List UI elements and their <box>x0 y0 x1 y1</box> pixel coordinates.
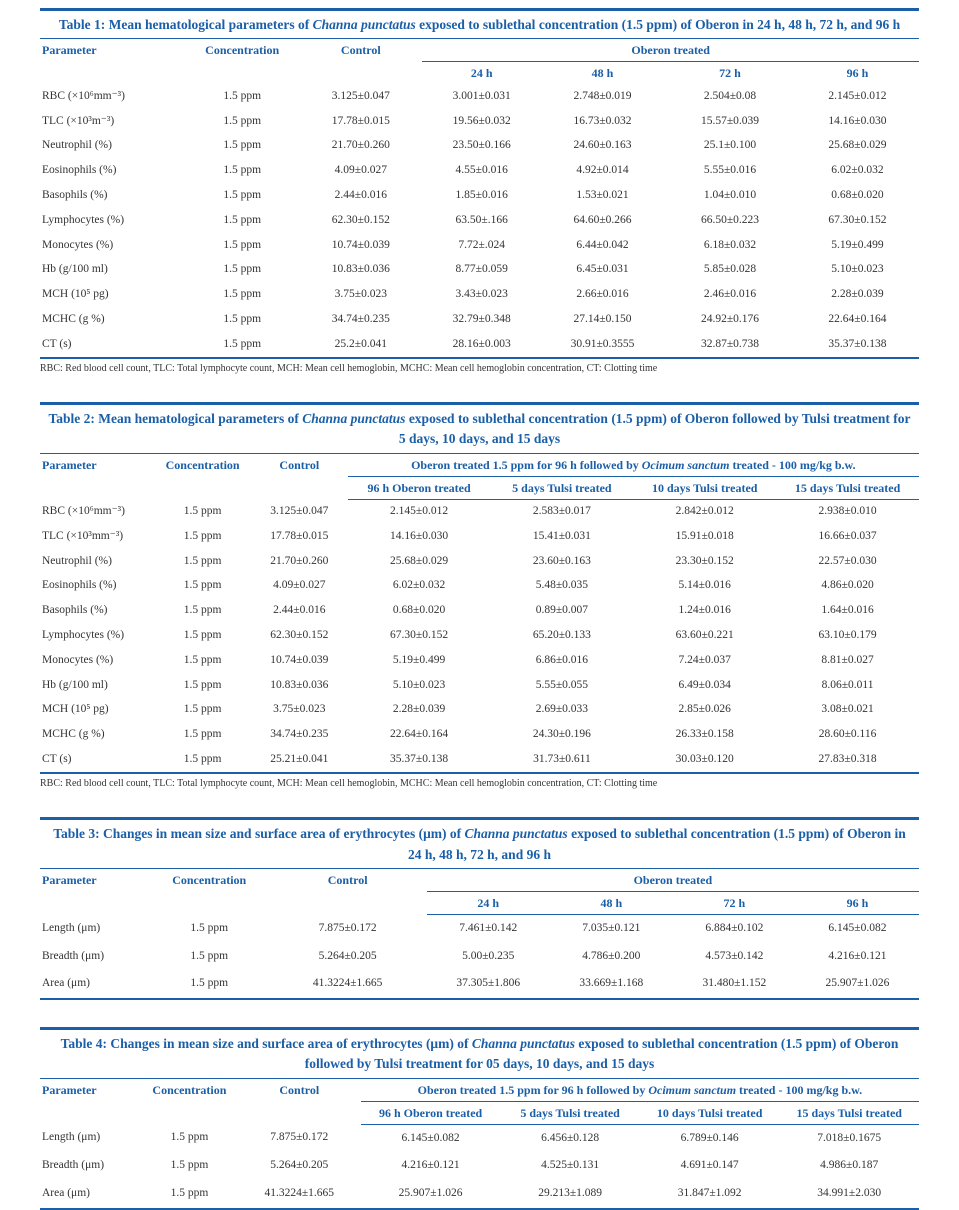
concentration-cell: 1.5 ppm <box>223 114 262 127</box>
col-header-control: Control <box>279 1082 320 1097</box>
value-cell: 30.91±0.3555 <box>541 332 664 358</box>
table-row <box>40 208 919 233</box>
col-header-control: Control <box>340 43 381 58</box>
value-cell: 4.986±0.187 <box>820 1159 879 1172</box>
value-cell: 33.669±1.168 <box>550 970 673 999</box>
parameter-cell: Neutrophil (%) <box>42 139 112 152</box>
value-cell: 0.89±0.007 <box>535 604 589 617</box>
value-cell: 23.30±0.152 <box>675 554 734 567</box>
col-header-concentration: Concentration <box>172 872 247 887</box>
parameter-cell: Length (μm) <box>42 921 101 934</box>
value-cell: 6.145±0.082 <box>401 1131 460 1144</box>
col-header-concentration: Concentration <box>165 457 240 472</box>
parameter-cell: Neutrophil (%) <box>42 554 112 567</box>
control-cell: 4.09±0.027 <box>334 164 387 177</box>
value-cell: 6.45±0.031 <box>576 263 629 276</box>
control-cell: 5.264±0.205 <box>318 949 377 962</box>
concentration-cell: 1.5 ppm <box>170 1131 209 1144</box>
value-cell: 6.44±0.042 <box>576 238 629 251</box>
value-cell: 2.69±0.033 <box>535 703 589 716</box>
sub-header-15d-tulsi: 15 days Tulsi treated <box>776 476 919 499</box>
control-cell: 21.70±0.260 <box>270 554 329 567</box>
table-3-block <box>40 817 919 1000</box>
control-cell: 41.3224±1.665 <box>269 970 427 999</box>
table-row <box>40 1124 919 1152</box>
value-cell: 25.68±0.029 <box>828 139 887 152</box>
table-row <box>40 599 919 624</box>
value-cell: 5.14±0.016 <box>678 579 731 592</box>
concentration-cell: 1.5 ppm <box>190 949 229 962</box>
control-cell: 10.83±0.036 <box>270 678 329 691</box>
table-4-block <box>40 1027 919 1210</box>
table-1-title: Table 1: Mean hematological parameters of Channa punctatus exposed to sublethal concentration (1.5 ppm) of Oberon in 24 h, 48 h, 72 h, and 96 h <box>40 11 919 39</box>
control-cell: 17.78±0.015 <box>331 114 390 127</box>
value-cell: 4.573±0.142 <box>705 949 764 962</box>
parameter-cell: Basophils (%) <box>42 604 108 617</box>
value-cell: 32.87±0.738 <box>664 332 796 358</box>
concentration-cell: 1.5 ppm <box>183 703 222 716</box>
value-cell: 23.60±0.163 <box>532 554 591 567</box>
table-row <box>40 84 919 109</box>
control-cell: 34.74±0.235 <box>331 312 390 325</box>
table-1-footnote: RBC: Red blood cell count, TLC: Total lymphocyte count, MCH: Mean cell hemoglobin, MCHC: Mean cell hemoglobin concentration, CT: Clotting time <box>40 363 658 375</box>
value-cell: 6.02±0.032 <box>392 579 446 592</box>
control-cell: 21.70±0.260 <box>331 139 390 152</box>
group-header-oberon-treated: Oberon treated <box>427 869 919 892</box>
parameter-cell: RBC (×10⁶mm⁻³) <box>42 89 125 102</box>
value-cell: 7.018±0.1675 <box>817 1131 882 1144</box>
control-cell: 5.264±0.205 <box>270 1159 329 1172</box>
value-cell: 0.68±0.020 <box>392 604 446 617</box>
value-cell: 15.91±0.018 <box>675 529 734 542</box>
value-cell: 6.49±0.034 <box>678 678 731 691</box>
parameter-cell: Eosinophils (%) <box>42 164 117 177</box>
table-row <box>40 283 919 308</box>
parameter-cell: MCH (10⁵ pg) <box>42 703 109 716</box>
col-header-concentration: Concentration <box>152 1082 227 1097</box>
sub-header-24h: 24 h <box>470 66 493 81</box>
value-cell: 2.504±0.08 <box>703 89 757 102</box>
value-cell: 3.001±0.031 <box>452 89 511 102</box>
concentration-cell: 1.5 ppm <box>141 1180 238 1209</box>
parameter-cell: RBC (×10⁶mm⁻³) <box>42 504 125 517</box>
value-cell: 6.18±0.032 <box>703 238 757 251</box>
table-2-title: Table 2: Mean hematological parameters of Channa punctatus exposed to sublethal concentration (1.5 ppm) of Oberon followed by Tulsi treatment for 5 days, 10 days, and 15 days <box>40 405 919 454</box>
table-row <box>40 574 919 599</box>
sub-header-15d-tulsi: 15 days Tulsi treated <box>779 1101 919 1124</box>
value-cell: 67.30±0.152 <box>390 629 449 641</box>
parameter-cell: CT (s) <box>40 332 185 358</box>
sub-header-10d-tulsi: 10 days Tulsi treated <box>633 476 776 499</box>
value-cell: 26.33±0.158 <box>675 728 734 741</box>
value-cell: 6.456±0.128 <box>541 1131 600 1144</box>
parameter-cell: MCHC (g %) <box>42 728 105 741</box>
concentration-cell: 1.5 ppm <box>223 188 262 201</box>
table-row <box>40 723 919 748</box>
value-cell: 25.68±0.029 <box>390 554 449 567</box>
parameter-cell: MCH (10⁵ pg) <box>42 288 109 301</box>
concentration-cell: 1.5 ppm <box>183 554 222 567</box>
control-cell: 10.83±0.036 <box>331 263 390 276</box>
value-cell: 15.41±0.031 <box>532 529 591 542</box>
value-cell: 24.92±0.176 <box>700 312 759 325</box>
value-cell: 35.37±0.138 <box>796 332 919 358</box>
concentration-cell: 1.5 ppm <box>223 89 262 102</box>
value-cell: 14.16±0.030 <box>390 529 449 542</box>
value-cell: 4.86±0.020 <box>821 579 874 592</box>
value-cell: 32.79±0.348 <box>452 312 511 325</box>
control-cell: 7.875±0.172 <box>318 921 377 934</box>
value-cell: 5.19±0.499 <box>831 238 884 251</box>
table-row <box>40 183 919 208</box>
value-cell: 2.46±0.016 <box>703 288 757 301</box>
value-cell: 6.789±0.146 <box>680 1131 739 1144</box>
value-cell: 27.83±0.318 <box>776 747 919 773</box>
parameter-cell: CT (s) <box>40 747 154 773</box>
value-cell: 7.72±.024 <box>458 238 505 251</box>
table-row <box>40 134 919 159</box>
parameter-cell: Lymphocytes (%) <box>42 213 125 226</box>
parameter-cell: MCHC (g %) <box>42 312 105 325</box>
col-header-concentration: Concentration <box>205 43 280 58</box>
control-cell: 10.74±0.039 <box>270 653 329 666</box>
control-cell: 4.09±0.027 <box>273 579 326 592</box>
value-cell: 27.14±0.150 <box>573 312 632 325</box>
value-cell: 3.08±0.021 <box>821 703 874 716</box>
value-cell: 63.10±0.179 <box>818 629 877 641</box>
table-2-footnote: RBC: Red blood cell count, TLC: Total lymphocyte count, MCH: Mean cell hemoglobin, MCHC: Mean cell hemoglobin concentration, CT: Clotting time <box>40 778 658 790</box>
parameter-cell: Hb (g/100 ml) <box>42 263 108 276</box>
table-row <box>40 943 919 971</box>
parameter-cell: Area (μm) <box>40 970 150 999</box>
control-cell: 25.21±0.041 <box>251 747 348 773</box>
value-cell: 2.842±0.012 <box>675 505 734 518</box>
value-cell: 2.145±0.012 <box>828 89 887 102</box>
value-cell: 2.145±0.012 <box>390 505 449 518</box>
value-cell: 35.37±0.138 <box>348 747 491 773</box>
concentration-cell: 1.5 ppm <box>183 728 222 741</box>
value-cell: 1.24±0.016 <box>678 604 731 617</box>
group-header-oberon-treated: Oberon treated <box>422 39 919 62</box>
table-row <box>40 673 919 698</box>
value-cell: 5.10±0.023 <box>392 678 446 691</box>
table-row <box>40 524 919 549</box>
table-row <box>40 258 919 283</box>
control-cell: 2.44±0.016 <box>273 604 326 617</box>
col-header-control: Control <box>279 457 320 472</box>
sub-header-48h: 48 h <box>550 891 673 914</box>
table-row <box>40 1152 919 1180</box>
value-cell: 2.748±0.019 <box>573 89 632 102</box>
value-cell: 4.216±0.121 <box>401 1159 460 1172</box>
table-row <box>40 233 919 258</box>
value-cell: 2.85±0.026 <box>678 703 731 716</box>
sub-header-5d-tulsi: 5 days Tulsi treated <box>500 1101 640 1124</box>
value-cell: 5.55±0.016 <box>703 164 757 177</box>
concentration-cell: 1.5 ppm <box>185 332 299 358</box>
value-cell: 63.50±.166 <box>455 213 508 226</box>
value-cell: 23.50±0.166 <box>452 139 511 152</box>
table-4 <box>40 1079 919 1210</box>
table-row <box>40 970 919 999</box>
control-cell: 34.74±0.235 <box>270 728 329 741</box>
value-cell: 4.525±0.131 <box>541 1159 600 1172</box>
value-cell: 65.20±0.133 <box>532 629 591 641</box>
table-2-block <box>40 402 919 790</box>
value-cell: 1.85±0.016 <box>455 188 508 201</box>
table-row <box>40 914 919 942</box>
parameter-cell: Length (μm) <box>42 1131 101 1144</box>
value-cell: 24.60±0.163 <box>573 139 632 152</box>
value-cell: 31.480±1.152 <box>673 970 796 999</box>
control-cell: 41.3224±1.665 <box>238 1180 361 1209</box>
table-1 <box>40 39 919 359</box>
value-cell: 19.56±0.032 <box>452 114 511 127</box>
sub-header-96h: 96 h <box>796 891 919 914</box>
value-cell: 5.19±0.499 <box>392 653 446 666</box>
value-cell: 64.60±0.266 <box>573 213 632 226</box>
value-cell: 3.43±0.023 <box>455 288 508 301</box>
value-cell: 1.64±0.016 <box>821 604 874 617</box>
parameter-cell: TLC (×10³mm⁻³) <box>42 529 124 542</box>
col-header-parameter: Parameter <box>42 457 97 472</box>
parameter-cell: Area (μm) <box>40 1180 141 1209</box>
group-header-oberon-tulsi: Oberon treated 1.5 ppm for 96 h followed by Ocimum sanctum treated - 100 mg/kg b.w. <box>348 454 919 477</box>
concentration-cell: 1.5 ppm <box>170 1159 209 1172</box>
table-row <box>40 747 919 773</box>
parameter-cell: Monocytes (%) <box>42 653 114 666</box>
table-3 <box>40 869 919 1000</box>
value-cell: 4.216±0.121 <box>828 949 887 962</box>
concentration-cell: 1.5 ppm <box>183 678 222 691</box>
value-cell: 8.77±0.059 <box>455 263 508 276</box>
value-cell: 7.24±0.037 <box>678 653 731 666</box>
col-header-parameter: Parameter <box>42 43 97 58</box>
table-3-title: Table 3: Changes in mean size and surface area of erythrocytes (μm) of Channa punctatus exposed to sublethal concentration (1.5 ppm) of Oberon in 24 h, 48 h, 72 h, and 96 h <box>40 820 919 869</box>
value-cell: 5.48±0.035 <box>535 579 589 592</box>
value-cell: 4.786±0.200 <box>582 949 641 962</box>
value-cell: 31.73±0.611 <box>490 747 633 773</box>
parameter-cell: Breadth (μm) <box>42 949 105 962</box>
value-cell: 25.1±0.100 <box>703 139 757 152</box>
parameter-cell: Basophils (%) <box>42 188 108 201</box>
value-cell: 25.907±1.026 <box>796 970 919 999</box>
parameter-cell: Breadth (μm) <box>42 1159 105 1172</box>
value-cell: 16.66±0.037 <box>818 529 877 542</box>
value-cell: 31.847±1.092 <box>640 1180 780 1209</box>
concentration-cell: 1.5 ppm <box>183 604 222 617</box>
value-cell: 14.16±0.030 <box>828 114 887 127</box>
concentration-cell: 1.5 ppm <box>223 312 262 325</box>
table-row <box>40 549 919 574</box>
value-cell: 2.66±0.016 <box>576 288 629 301</box>
value-cell: 1.04±0.010 <box>703 188 757 201</box>
value-cell: 15.57±0.039 <box>700 114 759 127</box>
value-cell: 8.06±0.011 <box>821 678 874 691</box>
value-cell: 6.86±0.016 <box>535 653 589 666</box>
control-cell: 3.75±0.023 <box>334 288 387 301</box>
control-cell: 2.44±0.016 <box>334 188 387 201</box>
value-cell: 28.60±0.116 <box>818 728 877 741</box>
sub-header-72h: 72 h <box>673 891 796 914</box>
value-cell: 2.938±0.010 <box>818 505 877 518</box>
table-row <box>40 698 919 723</box>
control-cell: 62.30±0.152 <box>270 629 329 641</box>
value-cell: 2.28±0.039 <box>392 703 446 716</box>
value-cell: 30.03±0.120 <box>633 747 776 773</box>
concentration-cell: 1.5 ppm <box>150 970 269 999</box>
sub-header-96h-oberon: 96 h Oberon treated <box>361 1101 501 1124</box>
value-cell: 7.035±0.121 <box>582 921 641 934</box>
sub-header-10d-tulsi: 10 days Tulsi treated <box>640 1101 780 1124</box>
value-cell: 22.64±0.164 <box>828 312 887 325</box>
sub-header-5d-tulsi: 5 days Tulsi treated <box>490 476 633 499</box>
parameter-cell: Eosinophils (%) <box>42 579 117 592</box>
concentration-cell: 1.5 ppm <box>183 653 222 666</box>
table-row <box>40 109 919 134</box>
value-cell: 63.60±0.221 <box>675 629 734 641</box>
value-cell: 0.68±0.020 <box>831 188 884 201</box>
value-cell: 2.28±0.039 <box>831 288 884 301</box>
parameter-cell: TLC (×10³m⁻³) <box>42 114 115 127</box>
value-cell: 5.55±0.055 <box>535 678 589 691</box>
value-cell: 2.583±0.017 <box>532 505 591 518</box>
control-cell: 25.2±0.041 <box>299 332 422 358</box>
table-row <box>40 159 919 184</box>
value-cell: 66.50±0.223 <box>700 213 759 226</box>
concentration-cell: 1.5 ppm <box>223 139 262 152</box>
value-cell: 4.92±0.014 <box>576 164 629 177</box>
table-row <box>40 332 919 358</box>
sub-header-48h: 48 h <box>591 66 614 81</box>
value-cell: 5.85±0.028 <box>703 263 757 276</box>
parameter-cell: Hb (g/100 ml) <box>42 678 108 691</box>
sub-header-72h: 72 h <box>719 66 741 81</box>
value-cell: 28.16±0.003 <box>422 332 541 358</box>
control-cell: 17.78±0.015 <box>270 529 329 542</box>
value-cell: 6.02±0.032 <box>831 164 884 177</box>
value-cell: 29.213±1.089 <box>500 1180 640 1209</box>
value-cell: 67.30±0.152 <box>828 213 887 226</box>
concentration-cell: 1.5 ppm <box>183 579 222 592</box>
table-row <box>40 1180 919 1209</box>
control-cell: 3.125±0.047 <box>270 504 329 517</box>
table-row <box>40 307 919 332</box>
concentration-cell: 1.5 ppm <box>190 921 229 934</box>
concentration-cell: 1.5 ppm <box>223 288 262 301</box>
col-header-parameter: Parameter <box>42 872 97 887</box>
sub-header-24h: 24 h <box>427 891 550 914</box>
value-cell: 22.57±0.030 <box>818 554 877 567</box>
sub-header-96h-oberon: 96 h Oberon treated <box>348 476 491 499</box>
control-cell: 3.75±0.023 <box>273 703 326 716</box>
value-cell: 37.305±1.806 <box>427 970 550 999</box>
concentration-cell: 1.5 ppm <box>223 263 262 276</box>
control-cell: 10.74±0.039 <box>331 238 390 251</box>
sub-header-96h: 96 h <box>846 66 869 81</box>
value-cell: 5.10±0.023 <box>831 263 884 276</box>
value-cell: 1.53±0.021 <box>576 188 629 201</box>
value-cell: 6.884±0.102 <box>705 921 764 934</box>
concentration-cell: 1.5 ppm <box>223 164 262 177</box>
table-row <box>40 624 919 649</box>
table-1-block <box>40 8 919 375</box>
control-cell: 3.125±0.047 <box>331 89 390 102</box>
table-row <box>40 648 919 673</box>
col-header-parameter: Parameter <box>42 1082 97 1097</box>
value-cell: 24.30±0.196 <box>532 728 591 741</box>
table-row <box>40 499 919 524</box>
concentration-cell: 1.5 ppm <box>183 504 222 517</box>
concentration-cell: 1.5 ppm <box>223 213 262 226</box>
value-cell: 4.691±0.147 <box>680 1159 739 1172</box>
value-cell: 6.145±0.082 <box>828 921 887 934</box>
concentration-cell: 1.5 ppm <box>183 529 222 542</box>
parameter-cell: Lymphocytes (%) <box>42 629 125 641</box>
control-cell: 62.30±0.152 <box>331 213 390 226</box>
concentration-cell: 1.5 ppm <box>183 629 222 641</box>
value-cell: 16.73±0.032 <box>573 114 632 127</box>
control-cell: 7.875±0.172 <box>270 1131 329 1144</box>
group-header-oberon-tulsi: Oberon treated 1.5 ppm for 96 h followed by Ocimum sanctum treated - 100 mg/kg b.w. <box>361 1079 919 1102</box>
value-cell: 4.55±0.016 <box>455 164 508 177</box>
value-cell: 22.64±0.164 <box>390 728 449 741</box>
concentration-cell: 1.5 ppm <box>223 238 262 251</box>
col-header-control: Control <box>327 872 368 887</box>
table-2 <box>40 454 919 775</box>
table-4-title: Table 4: Changes in mean size and surface area of erythrocytes (μm) of Channa punctatus exposed to sublethal concentration (1.5 ppm) of Oberon followed by Tulsi treatment for 05 days, 10 days, and 15 days <box>40 1030 919 1079</box>
value-cell: 8.81±0.027 <box>821 653 874 666</box>
parameter-cell: Monocytes (%) <box>42 238 114 251</box>
value-cell: 7.461±0.142 <box>459 921 518 934</box>
value-cell: 34.991±2.030 <box>779 1180 919 1209</box>
value-cell: 25.907±1.026 <box>361 1180 501 1209</box>
concentration-cell: 1.5 ppm <box>154 747 251 773</box>
value-cell: 5.00±0.235 <box>462 949 515 962</box>
